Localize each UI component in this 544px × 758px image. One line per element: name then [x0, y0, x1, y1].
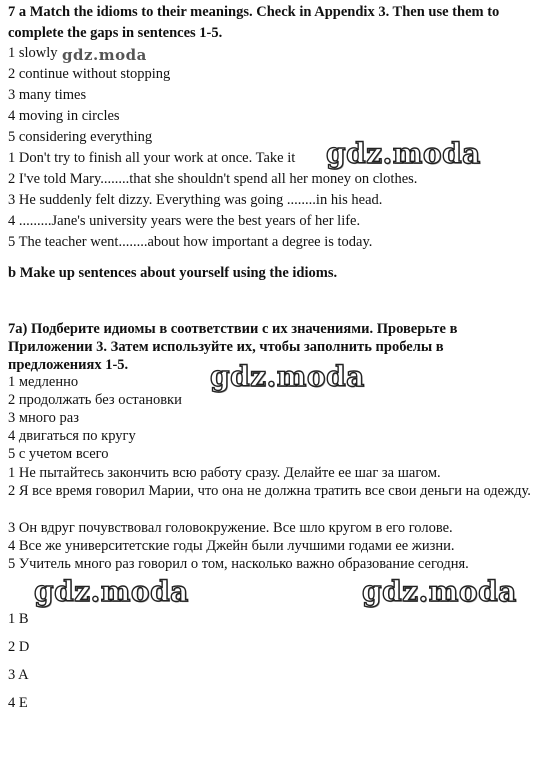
- answer-3: 3 A: [8, 667, 29, 683]
- ru-meaning-1: 1 медленно: [8, 374, 79, 390]
- sentence-5: 5 The teacher went........about how important a degree is today.: [8, 234, 373, 250]
- ru-meaning-4: 4 двигаться по кругу: [8, 428, 136, 444]
- ru-meaning-3: 3 много раз: [8, 410, 79, 426]
- answer-2: 2 D: [8, 639, 30, 655]
- sentence-2: 2 I've told Mary........that she shouldn't spend all her money on clothes.: [8, 171, 418, 187]
- exercise-heading: 7 a Match the idioms to their meanings. Check in Appendix 3. Then use them to complete the gaps in sentences 1-5.: [8, 4, 500, 41]
- meaning-5: 5 considering everything: [8, 129, 153, 145]
- ru-sentence-4: 4 Все же университетские годы Джейн были лучшими годами ее жизни.: [8, 538, 455, 554]
- watermark: gdz.moda: [210, 360, 365, 393]
- answer-4: 4 E: [8, 695, 28, 711]
- ru-sentence-2: 2 Я все время говорил Марии, что она не должна тратить все свои деньги на одежду.: [8, 483, 531, 499]
- meaning-2: 2 continue without stopping: [8, 66, 171, 82]
- ru-sentence-1: 1 Не пытайтесь закончить всю работу сразу. Делайте ее шаг за шагом.: [8, 465, 441, 481]
- meaning-3: 3 many times: [8, 87, 87, 103]
- sentence-4: 4 .........Jane's university years were the best years of her life.: [8, 213, 361, 229]
- meaning-1: 1 slowly: [8, 45, 58, 61]
- sentence-3: 3 He suddenly felt dizzy. Everything was going ........in his head.: [8, 192, 383, 208]
- watermark: gdz.moda: [34, 575, 189, 608]
- watermark: gdz.moda: [362, 575, 517, 608]
- task-b: b Make up sentences about yourself using the idioms.: [8, 265, 338, 281]
- ru-sentence-5: 5 Учитель много раз говорил о том, насколько важно образование сегодня.: [8, 556, 469, 572]
- watermark: gdz.moda: [326, 137, 481, 170]
- ru-meaning-2: 2 продолжать без остановки: [8, 392, 182, 408]
- answer-1: 1 B: [8, 611, 29, 627]
- meaning-4: 4 moving in circles: [8, 108, 120, 124]
- russian-heading: 7а) Подберите идиомы в соответствии с их значениями. Проверьте в Приложении 3. Затем используйте их, чтобы заполнить пробелы в предложениях 1-5.: [8, 321, 458, 373]
- ru-meaning-5: 5 с учетом всего: [8, 446, 109, 462]
- watermark: gdz.moda: [62, 46, 147, 64]
- sentence-1: 1 Don't try to finish all your work at once. Take it: [8, 150, 296, 166]
- ru-sentence-3: 3 Он вдруг почувствовал головокружение. Все шло кругом в его голове.: [8, 520, 453, 536]
